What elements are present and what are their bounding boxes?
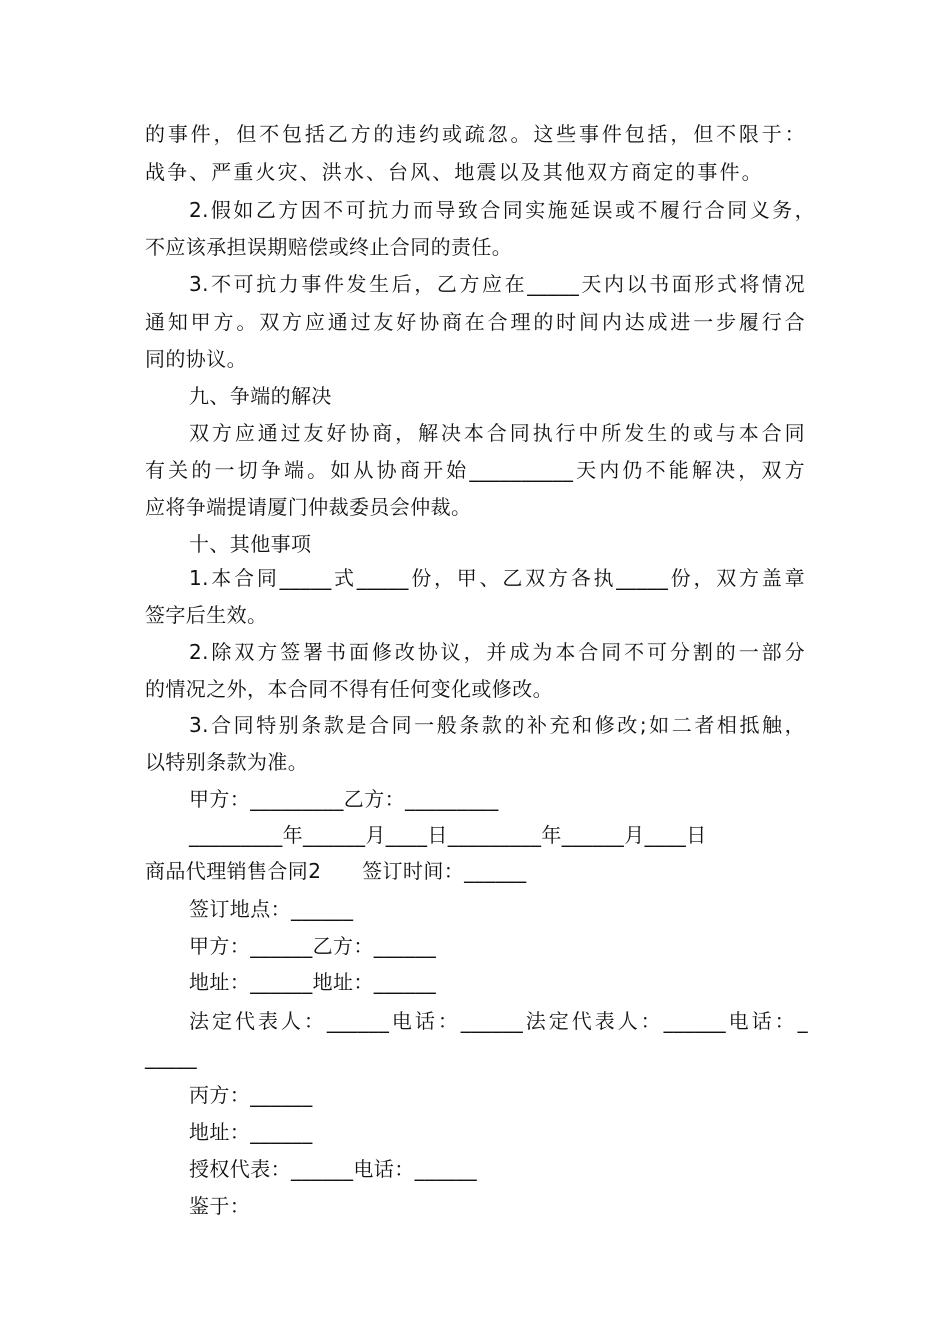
text-line: 3.合同特别条款是合同一般条款的补充和修改;如二者相抵触，	[189, 713, 805, 737]
text-line: 通知甲方。双方应通过友好协商在合理的时间内达成进一步履行合	[145, 310, 805, 334]
text-line: 以特别条款为准。	[145, 750, 309, 774]
text-line: 丙方：______	[189, 1083, 313, 1107]
section-heading: 九、争端的解决	[189, 384, 332, 408]
text-line: 签字后生效。	[145, 603, 268, 627]
text-line: 不应该承担误期赔偿或终止合同的责任。	[145, 235, 513, 259]
signature-date-line: _________年______月____日_________年______月____日	[189, 823, 707, 847]
text-line: 战争、严重火灾、洪水、台风、地震以及其他双方商定的事件。	[145, 160, 762, 184]
text-line: 应将争端提请厦门仲裁委员会仲裁。	[145, 495, 472, 519]
text-line: 同的协议。	[145, 347, 247, 371]
signature-party-line: 甲方：_________乙方：_________	[189, 787, 499, 811]
text-line: 双方应通过友好协商，解决本合同执行中所发生的或与本合同	[189, 421, 805, 445]
text-line: 签订地点：______	[189, 897, 354, 921]
text-line: 2.假如乙方因不可抗力而导致合同实施延误或不履行合同义务，	[189, 198, 815, 222]
text-line: 甲方：______乙方：______	[189, 934, 437, 958]
text-line: 1.本合同_____式_____份，甲、乙双方各执_____份，双方盖章	[189, 566, 805, 590]
text-line: 3.不可抗力事件发生后，乙方应在_____天内以书面形式将情况	[189, 272, 805, 296]
text-line: 授权代表：______电话：______	[189, 1157, 477, 1181]
text-line: _____	[145, 1045, 197, 1069]
text-line: 地址：______地址：______	[189, 970, 437, 994]
text-line: 的事件，但不包括乙方的违约或疏忽。这些事件包括，但不限于：	[145, 122, 805, 146]
text-line: 有关的一切争端。如从协商开始__________天内仍不能解决，双方	[145, 458, 805, 482]
text-line: 地址：______	[189, 1120, 313, 1144]
text-line: 2.除双方签署书面修改协议，并成为本合同不可分割的一部分	[189, 640, 805, 664]
text-line: 的情况之外，本合同不得有任何变化或修改。	[145, 677, 553, 701]
section-heading: 十、其他事项	[189, 532, 312, 556]
text-line: 鉴于：	[189, 1194, 251, 1218]
contract-title-line: 商品代理销售合同2 签订时间：______	[145, 859, 527, 883]
text-line: 法定代表人：______电话：______法定代表人：______电话：_	[189, 1009, 808, 1033]
